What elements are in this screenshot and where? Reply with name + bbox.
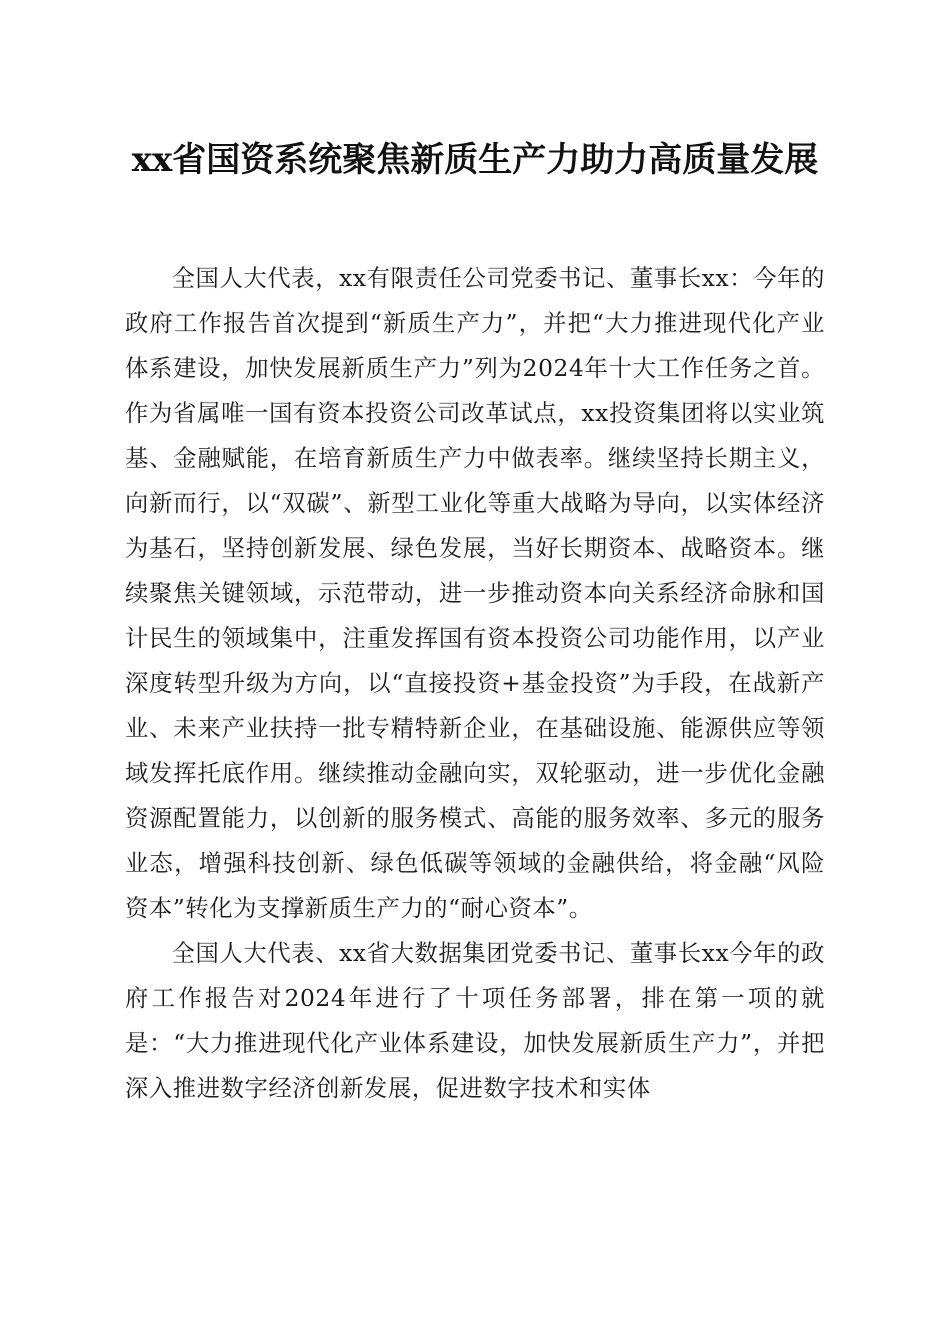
document-title: xx省国资系统聚焦新质生产力助力高质量发展 (131, 140, 819, 180)
paragraph-2: 全国人大代表、xx省大数据集团党委书记、董事长xx今年的政府工作报告对2024年进行了十项任务部署，排在第一项的就是：“大力推进现代化产业体系建设，加快发展新质生产力”，并把深入推进数字经济创新发展，促进数字技术和实体 (125, 940, 825, 1102)
document-body (125, 256, 825, 1111)
paragraph-1: 全国人大代表，xx有限责任公司党委书记、董事长xx：今年的政府工作报告首次提到“新质生产力”，并把“大力推进现代化产业体系建设，加快发展新质生产力”列为2024年十大工作任务之首。作为省属唯一国有资本投资公司改革试点，xx投资集团将以实业筑基、金融赋能，在培育新质生产力中做表率。继续坚持长期主义，向新而行，以“双碳”、新型工业化等重大战略为导向，以实体经济为基石，坚持创新发展、绿色发展，当好长期资本、战略资本。继续聚焦关键领域，示范带动，进一步推动资本向关系经济命脉和国计民生的领域集中，注重发挥国有资本投资公司功能作用，以产业深度转型升级为方向，以“直接投资+基金投资”为手段，在战新产业、未来产业扶持一批专精特新企业，在基础设施、能源供应等领域发挥托底作用。继续推动金融向实，双轮驱动，进一步优化金融资源配置能力，以创新的服务模式、高能的服务效率、多元的服务业态，增强科技创新、绿色低碳等领域的金融供给，将金融“风险资本”转化为支撑新质生产力的“耐心资本”。 (125, 265, 825, 922)
